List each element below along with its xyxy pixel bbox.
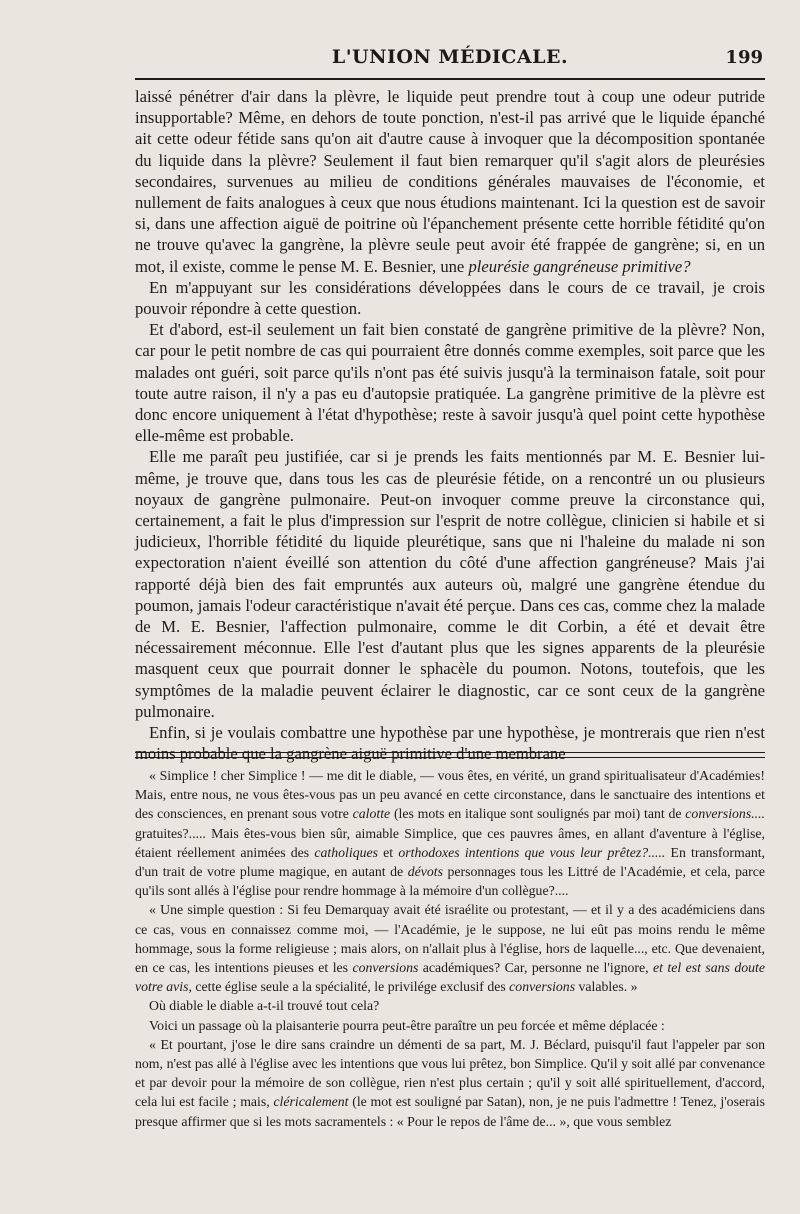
paragraph-2: En m'appuyant sur les considérations développées dans le cours de ce travail, je crois pouvoir répondre à cette question. — [135, 277, 765, 319]
note-1-text-e: En transformant, d'un trait de votre plume magique, en autant de — [135, 844, 766, 880]
note-paragraph-2 — [135, 900, 765, 996]
note-1-text-a: « Simplice ! cher Simplice ! — me dit le diable, — vous êtes, en vérité, un grand spiritualisateur d'Académies! Mais, entre nous, ne vous êtes-vous pas un peu avancé en cette circonstance, dans le sanctuaire des intentions et des consciences, en prenant sous votre — [135, 768, 765, 822]
note-paragraph-5 — [135, 1035, 765, 1131]
note-2-italic-3: conversions — [509, 979, 576, 995]
note-1-italic-3: catholiques — [314, 844, 378, 860]
footnote-separator — [135, 752, 765, 758]
note-5-italic-1: cléricalement — [273, 1094, 349, 1110]
paragraph-3: Et d'abord, est-il seulement un fait bien constaté de gangrène primitive de la plèvre? Non, car pour le petit nombre de cas qui pourraient être donnés comme exemples, soit parce que les malades ont guéri, soit parce qu'ils n'ont pas été suivis jusqu'à la terminaison fatale, soit pour toute autre raison, il n'y a pas eu d'autopsie pratiquée. La gangrène primitive de la plèvre est donc encore uniquement à l'état d'hypothèse; reste à savoir jusqu'à quel point cette hypothèse elle-même est probable. — [135, 320, 765, 446]
note-2-text-c: cette église seule a la spécialité, le privilége exclusif des — [191, 979, 510, 995]
note-2-italic-2: et tel est sans doute votre avis, — [135, 960, 765, 995]
paragraph-5: Enfin, si je voulais combattre une hypothèse par une hypothèse, je montrerais que rien n'est moins probable que la gangrène aiguë primitive d'une membrane — [135, 723, 765, 764]
note-1-text-b: (les mots en italique sont soulignés par moi) tant de — [390, 806, 686, 822]
page-number: 199 — [725, 47, 763, 68]
note-2-italic-1: conversions — [352, 960, 419, 976]
main-text — [135, 86, 765, 765]
note-2-text-b: académiques? Car, personne ne l'ignore, — [418, 960, 653, 976]
note-paragraph-3: Où diable le diable a-t-il trouvé tout cela? — [149, 998, 380, 1014]
note-1-text-c: gratuites?..... Mais êtes-vous bien sûr, aimable Simplice, que ces pauvres âmes, en allant d'aventure à l'église, étaient réellement animées des — [135, 825, 765, 860]
note-1-italic-4: orthodoxes intentions que vous leur prêtez?..... — [398, 844, 666, 860]
note-2-text-d: valables. » — [575, 979, 638, 995]
note-5-text-b: (le mot est souligné par Satan), non, je ne puis l'admettre ! Tenez, j'oserais presque affirmer que si les mots sacramentels : « Pour le repos de l'âme de... », que vous semblez — [135, 1094, 765, 1129]
note-1-italic-5: dévots — [407, 864, 443, 880]
feuilleton-text — [135, 766, 765, 1131]
note-paragraph-1 — [135, 766, 765, 900]
paragraph-1-italic: pleurésie gangréneuse primitive? — [468, 256, 691, 276]
note-2-text-a: « Une simple question : Si feu Demarquay avait été israélite ou protestant, — et il y a des académiciens dans ce cas, vous en connaissez comme moi, — l'Académie, je le suppose, ne lui eût pas moins rendu le même hommage, sous la forme religieuse ; mais alors, on n'allait plus à l'église, hors de laquelle..., etc. Que devenaient, en ce cas, les intentions pieuses et les — [135, 902, 765, 976]
page-header — [135, 42, 765, 76]
note-1-text-d: et — [377, 844, 399, 860]
note-1-italic-2: conversions.... — [685, 806, 765, 822]
paragraph-1-text: laissé pénétrer d'air dans la plèvre, le liquide peut prendre tout à coup une odeur putride insupportable? Même, en dehors de toute ponction, n'est-il pas arrivé que le liquide épanché ait cette odeur fétide sans qu'on ait d'autre cause à invoquer que la décomposition spontanée du liquide dans la plèvre? Seulement il faut bien remarquer qu'il s'agit alors de pleurésies secondaires, survenues au milieu de conditions générales mauvaises de l'économie, et nullement de faits analogues à ceux que nous étudions maintenant. Ici la question est de savoir si, dans une affection aiguë de poitrine où l'épanchement présente cette horrible fétidité qu'on ne trouve qu'avec la gangrène, la plèvre seule peut avoir été frappée de gangrène; si, en un mot, il existe, comme le pense M. E. Besnier, une — [135, 87, 765, 276]
note-paragraph-4: Voici un passage où la plaisanterie pourra peut-être paraître un peu forcée et même déplacée : — [149, 1017, 665, 1033]
note-1-italic-1: calotte — [352, 806, 391, 822]
paragraph-4: Elle me paraît peu justifiée, car si je prends les faits mentionnés par M. E. Besnier lui-même, je trouve que, dans tous les cas de pleurésie fétide, on a rencontré un ou plusieurs noyaux de gangrène pulmonaire. Peut-on invoquer comme preuve la circonstance qui, certainement, a fait le plus d'impression sur l'esprit de notre collègue, clinicien si habile et si judicieux, l'horrible fétidité du liquide pleurétique, sans que ni l'haleine du malade ni son expectoration n'aient éveillé son attention du côté d'une affection gangréneuse? Mais j'ai rapporté déjà bien des fait empruntés aux auteurs où, malgré une gangrène étendue du poumon, jamais l'odeur caractéristique n'avait été perçue. Dans ces cas, comme chez la malade de M. E. Besnier, l'affection pulmonaire, comme le dit Corbin, a été et devait être nécessairement méconnue. Elle l'est d'autant plus que les signes apparents de la pleurésie masquent ceux que pourrait donner le sphacèle du poumon. Notons, toutefois, que les symptômes de la maladie peuvent éclairer le diagnostic, car ce sont ceux de la gangrène pulmonaire. — [135, 447, 765, 721]
header-rule — [135, 78, 765, 80]
running-title: L'UNION MÉDICALE. — [331, 46, 569, 68]
paragraph-1 — [135, 86, 765, 277]
note-1-text-f: personnages tous les Littré de l'Académie, et cela, parce qu'ils sont allés à l'église pour rendre hommage à la mémoire d'un collègue?.... — [135, 864, 765, 899]
note-5-text-a: « Et pourtant, j'ose le dire sans craindre un démenti de sa part, M. J. Béclard, puisqu'il faut l'appeler par son nom, n'est pas allé à l'église avec les intentions que vous lui prêtez, bon Simplice. Qu'il y soit allé par convenance et par devoir pour la mémoire de son collègue, rien n'est plus certain ; qu'il y soit allé spirituellement, d'accord, cela lui est facile ; mais, — [135, 1036, 765, 1110]
